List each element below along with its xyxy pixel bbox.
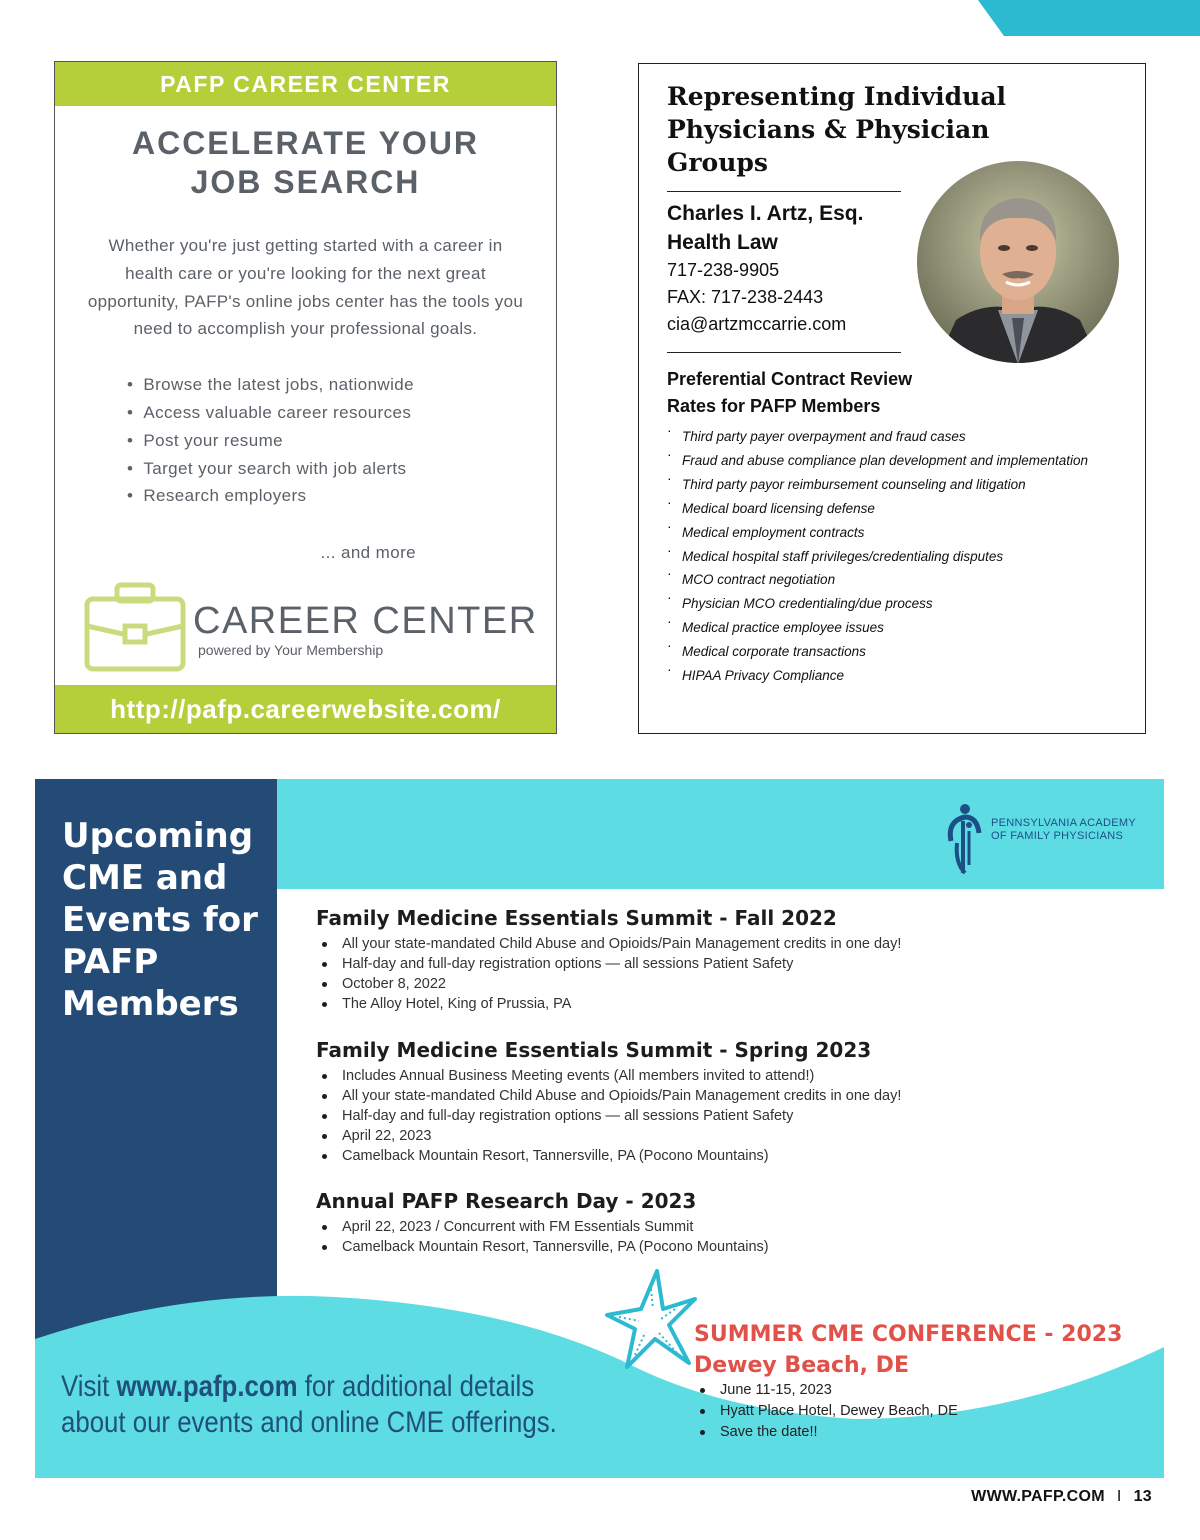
list-item: • Post your resume (127, 427, 556, 455)
list-item: All your state-mandated Child Abuse and Opioids/Pain Management credits in one day! (316, 1086, 901, 1106)
list-item: · MCO contract negotiation (667, 568, 1088, 592)
list-item: All your state-mandated Child Abuse and Opioids/Pain Management credits in one day! (316, 934, 901, 954)
list-item: • Target your search with job alerts (127, 455, 556, 483)
contact-info (667, 257, 846, 338)
list-item: Save the date!! (694, 1422, 958, 1443)
list-item: · Medical employment contracts (667, 521, 1088, 545)
services-list (667, 425, 1088, 688)
list-item: · Fraud and abuse compliance plan development and implementation (667, 449, 1088, 473)
career-bullet-list (127, 371, 556, 510)
preferential-rates (667, 366, 912, 420)
summer-location: Dewey Beach, DE (694, 1353, 909, 1378)
list-item: April 22, 2023 (316, 1126, 901, 1146)
list-item: Camelback Mountain Resort, Tannersville, PA (Pocono Mountains) (316, 1237, 769, 1257)
list-item: June 11-15, 2023 (694, 1380, 958, 1401)
visit-website-text (61, 1369, 557, 1441)
list-item: · Third party payor reimbursement counseling and litigation (667, 473, 1088, 497)
list-item: · Medical practice employee issues (667, 616, 1088, 640)
list-item: · Medical hospital staff privileges/credentialing disputes (667, 545, 1088, 569)
cme-events-panel (35, 779, 1164, 1478)
career-more: ... and more (320, 543, 416, 562)
summer-title: SUMMER CME CONFERENCE - 2023 (694, 1322, 1123, 1347)
list-item: · Medical corporate transactions (667, 640, 1088, 664)
event-title: Family Medicine Essentials Summit - Spring 2023 (316, 1038, 872, 1062)
event-title: Family Medicine Essentials Summit - Fall 2022 (316, 906, 837, 930)
phone-number: 717-238-9905 (667, 260, 780, 280)
list-item: Half-day and full-day registration options — all sessions Patient Safety (316, 1106, 901, 1126)
starfish-icon (605, 1269, 697, 1369)
fax-number: FAX: 717-238-2443 (667, 287, 824, 307)
list-item: Hyatt Place Hotel, Dewey Beach, DE (694, 1401, 958, 1422)
pref-line2: Rates for PAFP Members (667, 396, 881, 416)
divider (667, 352, 901, 353)
cme-side-title: Upcoming CME and Events for PAFP Members (62, 816, 258, 1024)
divider (667, 191, 901, 192)
career-header: PAFP CAREER CENTER (55, 62, 556, 106)
career-center-logo-subtitle: powered by Your Membership (198, 642, 384, 658)
career-url-link[interactable]: http://pafp.careerwebsite.com/ (55, 685, 556, 733)
pref-line1: Preferential Contract Review (667, 369, 913, 389)
website-link[interactable]: www.pafp.com (116, 1370, 298, 1403)
page-footer (971, 1488, 1152, 1506)
logo-line2: OF FAMILY PHYSICIANS (991, 830, 1124, 842)
attorney-block (667, 199, 863, 257)
career-title-line2: JOB SEARCH (190, 164, 421, 200)
event-block (316, 1037, 901, 1166)
list-item: The Alloy Hotel, King of Prussia, PA (316, 994, 901, 1014)
event-details (316, 1217, 769, 1257)
practice-area: Health Law (667, 231, 778, 254)
event-block (316, 905, 901, 1014)
list-item: April 22, 2023 / Concurrent with FM Essentials Summit (316, 1217, 769, 1237)
health-law-ad (638, 63, 1146, 734)
career-description: Whether you're just getting started with a career in health care or you're looking for the next great opportunity, PAFP's online jobs center has the tools you need to accomplish your professional goals. (87, 236, 524, 339)
career-title-line1: ACCELERATE YOUR (131, 125, 480, 161)
event-details (316, 1066, 901, 1166)
list-item: Includes Annual Business Meeting events (All members invited to attend!) (316, 1066, 901, 1086)
visit-suffix: for additional details (297, 1370, 535, 1403)
event-details (316, 934, 901, 1014)
list-item: • Research employers (127, 482, 556, 510)
summer-details (694, 1380, 958, 1443)
corner-decoration (978, 0, 1200, 36)
footer-site[interactable]: WWW.PAFP.COM (971, 1488, 1105, 1505)
career-center-logo-text: CAREER CENTER (193, 600, 538, 642)
page-number: 13 (1133, 1488, 1152, 1505)
summer-conference-heading (694, 1319, 1122, 1381)
visit-prefix: Visit (61, 1370, 117, 1403)
list-item: · Physician MCO credentialing/due process (667, 592, 1088, 616)
footer-separator: I (1116, 1488, 1122, 1505)
logo-line1: PENNSYLVANIA ACADEMY (991, 817, 1136, 829)
list-item: · Medical board licensing defense (667, 497, 1088, 521)
list-item: · HIPAA Privacy Compliance (667, 664, 1088, 688)
list-item: October 8, 2022 (316, 974, 901, 994)
pafp-logo-text (991, 817, 1136, 843)
attorney-photo (916, 160, 1120, 364)
list-item: • Browse the latest jobs, nationwide (127, 371, 556, 399)
event-block (316, 1188, 769, 1257)
law-ad-title: Representing Individual Physicians & Physician Groups (667, 82, 1007, 177)
list-item: • Access valuable career resources (127, 399, 556, 427)
career-center-ad (54, 61, 557, 734)
visit-line2: about our events and online CME offerings. (61, 1406, 557, 1439)
visit-line1 (61, 1369, 535, 1405)
event-title: Annual PAFP Research Day - 2023 (316, 1189, 697, 1213)
list-item: Camelback Mountain Resort, Tannersville, PA (Pocono Mountains) (316, 1146, 901, 1166)
email-link[interactable]: cia@artzmccarrie.com (667, 314, 847, 334)
attorney-name: Charles I. Artz, Esq. (667, 202, 864, 225)
list-item: Half-day and full-day registration options — all sessions Patient Safety (316, 954, 901, 974)
briefcase-icon (83, 582, 187, 674)
career-title (55, 124, 556, 202)
list-item: · Third party payer overpayment and fraud cases (667, 425, 1088, 449)
